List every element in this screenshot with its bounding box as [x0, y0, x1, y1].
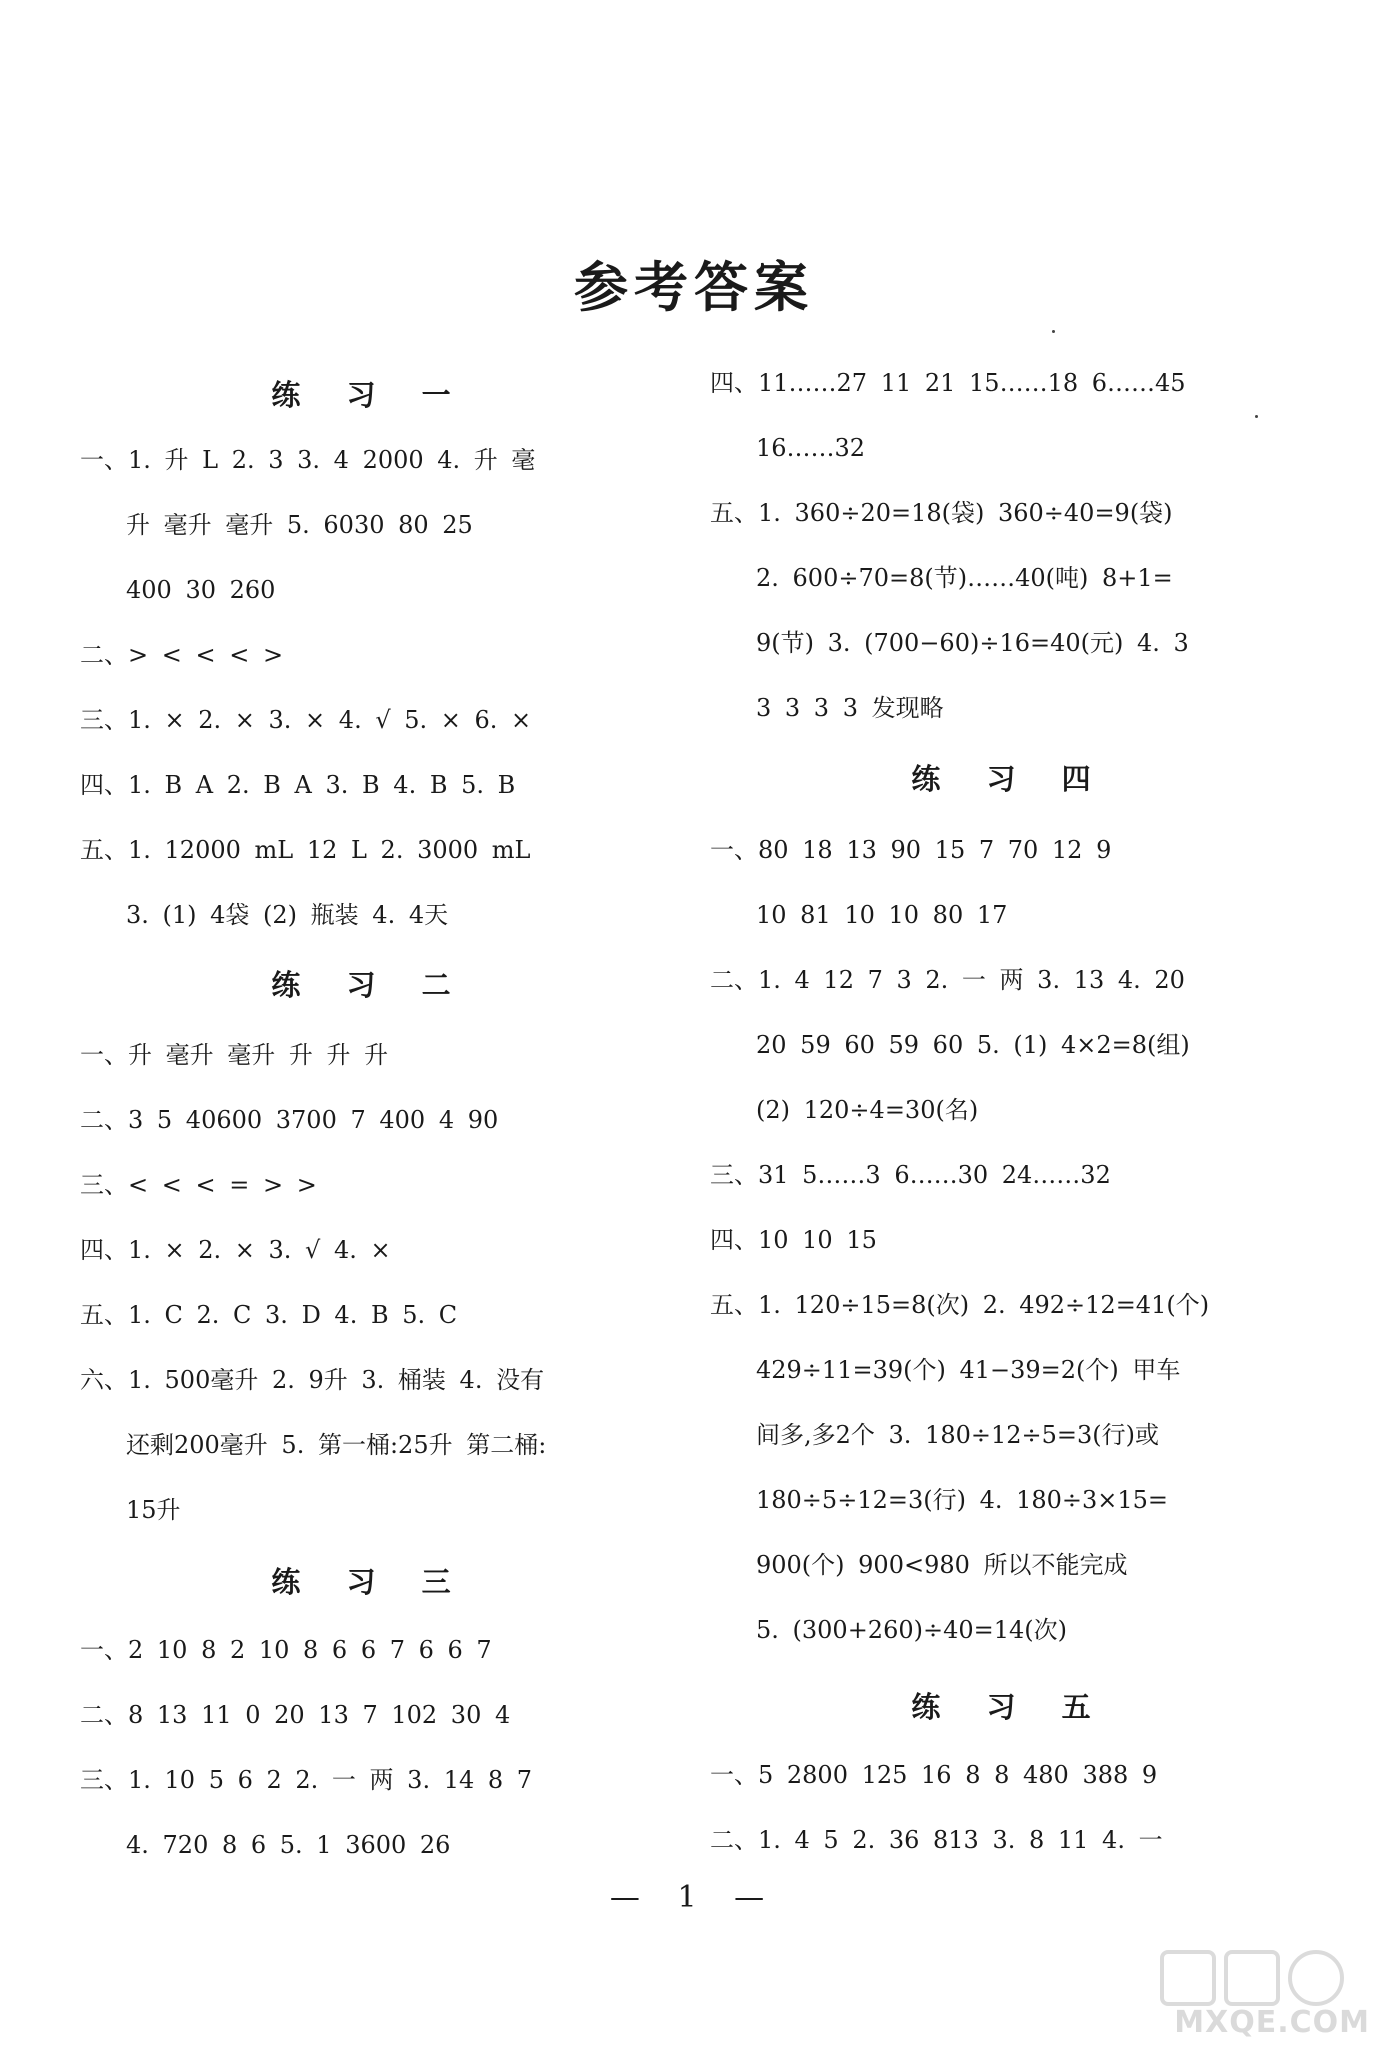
answer-line: 5. (300+260)÷40=14(次)	[756, 1616, 1068, 1644]
answer-line: 五、1. 12000 mL 12 L 2. 3000 mL	[80, 836, 531, 864]
answer-line: 五、1. C 2. C 3. D 4. B 5. C	[80, 1301, 458, 1329]
answer-line: 三、1. × 2. × 3. × 4. √ 5. × 6. ×	[80, 706, 532, 734]
answer-line: 429÷11=39(个) 41−39=2(个) 甲车	[756, 1356, 1181, 1384]
answer-line: 三、31 5……3 6……30 24……32	[710, 1161, 1111, 1189]
answer-line: 五、1. 360÷20=18(袋) 360÷40=9(袋)	[710, 499, 1173, 527]
answer-line: 15升	[126, 1496, 181, 1524]
section-heading-4: 练 习 四	[911, 762, 1109, 796]
watermark-box-icon	[1224, 1950, 1280, 2006]
answer-line: 六、1. 500毫升 2. 9升 3. 桶装 4. 没有	[80, 1366, 545, 1394]
scan-speck	[1052, 330, 1055, 333]
section-heading-5: 练 习 五	[911, 1690, 1109, 1724]
watermark-logo	[1120, 1950, 1370, 2040]
answer-line: 2. 600÷70=8(节)……40(吨) 8+1=	[756, 564, 1173, 592]
answer-line: 二、3 5 40600 3700 7 400 4 90	[80, 1106, 499, 1134]
answer-line: 10 81 10 10 80 17	[756, 901, 1008, 929]
answer-line: 还剩200毫升 5. 第一桶:25升 第二桶:	[126, 1431, 547, 1459]
watermark-circle-icon	[1288, 1950, 1344, 2006]
answer-line: 9(节) 3. (700−60)÷16=40(元) 4. 3	[756, 629, 1189, 657]
section-heading-3: 练 习 三	[271, 1565, 469, 1599]
answer-line: 一、1. 升 L 2. 3 3. 4 2000 4. 升 毫	[80, 446, 536, 474]
page-title: 参考答案	[574, 255, 814, 319]
answer-line: 三、1. 10 5 6 2 2. 一 两 3. 14 8 7	[80, 1766, 533, 1794]
answer-line: 180÷5÷12=3(行) 4. 180÷3×15=	[756, 1486, 1169, 1514]
page-number: — 1 —	[609, 1880, 779, 1915]
answer-line: 二、8 13 11 0 20 13 7 102 30 4	[80, 1701, 511, 1729]
answer-line: 400 30 260	[126, 576, 276, 604]
answer-line: 4. 720 8 6 5. 1 3600 26	[126, 1831, 451, 1859]
answer-line: 3. (1) 4袋 (2) 瓶装 4. 4天	[126, 901, 449, 929]
answer-line: 20 59 60 59 60 5. (1) 4×2=8(组)	[756, 1031, 1190, 1059]
answer-line: 一、升 毫升 毫升 升 升 升	[80, 1041, 389, 1069]
watermark-box-icon	[1160, 1950, 1216, 2006]
answer-line: (2) 120÷4=30(名)	[756, 1096, 979, 1124]
scan-speck	[1255, 415, 1258, 418]
answer-line: 二、1. 4 5 2. 36 813 3. 8 11 4. 一	[710, 1826, 1163, 1854]
answer-line: 二、> < < < >	[80, 641, 284, 669]
answer-line: 四、10 10 15	[710, 1226, 877, 1254]
answer-line: 四、1. × 2. × 3. √ 4. ×	[80, 1236, 391, 1264]
answer-line: 间多,多2个 3. 180÷12÷5=3(行)或	[756, 1421, 1159, 1449]
answer-line: 四、11……27 11 21 15……18 6……45	[710, 369, 1186, 397]
section-heading-1: 练 习 一	[271, 378, 469, 412]
answer-line: 升 毫升 毫升 5. 6030 80 25	[126, 511, 473, 539]
answer-line: 一、2 10 8 2 10 8 6 6 7 6 6 7	[80, 1636, 492, 1664]
answer-line: 一、5 2800 125 16 8 8 480 388 9	[710, 1761, 1158, 1789]
answer-line: 五、1. 120÷15=8(次) 2. 492÷12=41(个)	[710, 1291, 1210, 1319]
answer-line: 二、1. 4 12 7 3 2. 一 两 3. 13 4. 20	[710, 966, 1185, 994]
answer-line: 三、< < < = > >	[80, 1171, 317, 1199]
section-heading-2: 练 习 二	[271, 968, 469, 1002]
answer-line: 900(个) 900<980 所以不能完成	[756, 1551, 1128, 1579]
watermark-text: MXQE.COM	[1174, 2005, 1370, 2040]
answer-line: 一、80 18 13 90 15 7 70 12 9	[710, 836, 1112, 864]
answer-line: 3 3 3 3 发现略	[756, 694, 944, 722]
answer-line: 四、1. B A 2. B A 3. B 4. B 5. B	[80, 771, 516, 799]
answer-line: 16……32	[756, 434, 866, 462]
